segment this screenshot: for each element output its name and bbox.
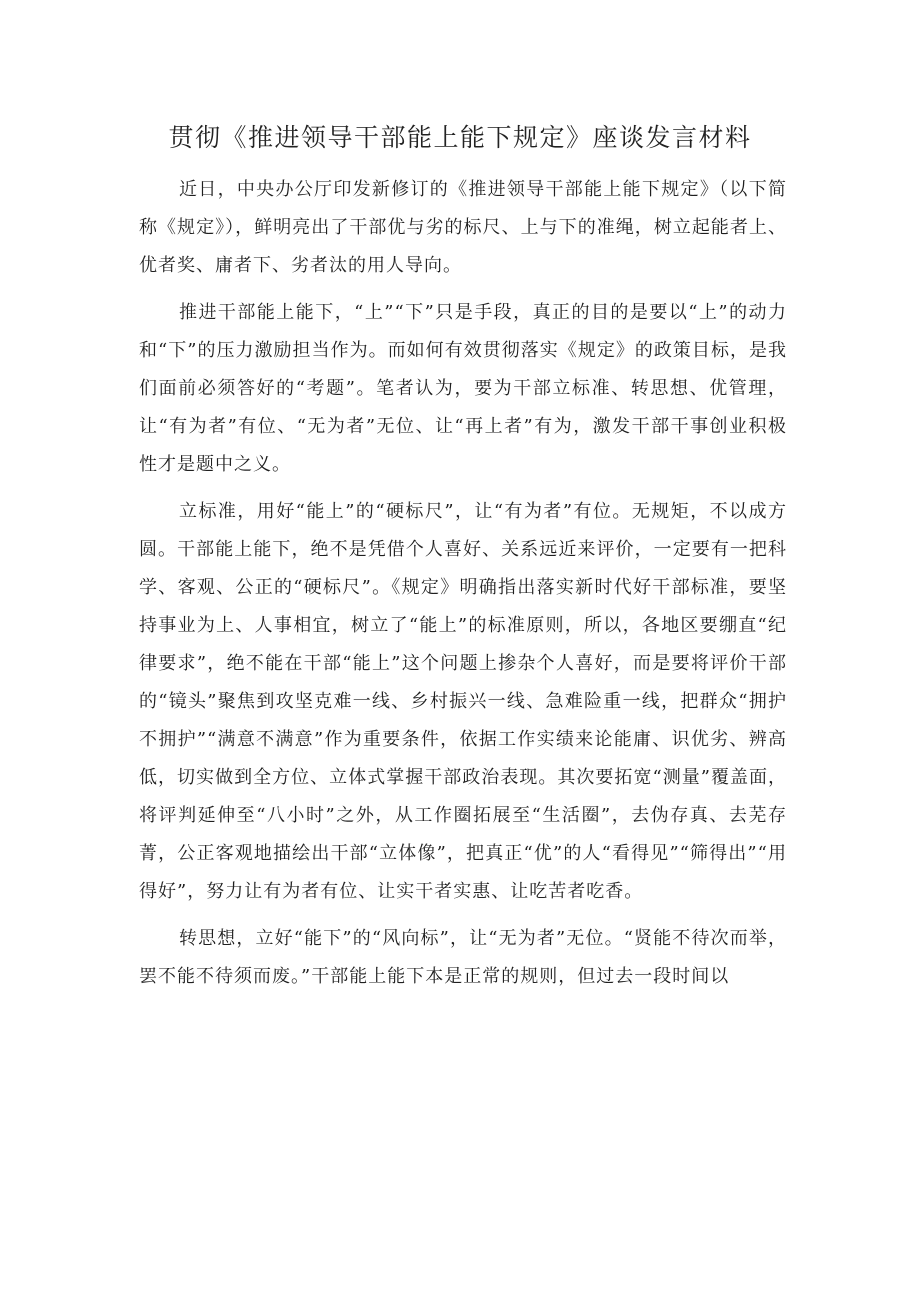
paragraph-2: 推进干部能上能下，“上”“下”只是手段，真正的目的是要以“上”的动力和“下”的压力激励担当作为。而如何有效贯彻落实《规定》的政策目标，是我们面前必须答好的“考题”。笔者认为，要为干部立标准、转思想、优管理，让“有为者”有位、“无为者”无位、让“再上者”有为，激发干部干事创业积极性才是题中之义。 <box>139 302 787 475</box>
document-title: 贯彻《推进领导干部能上能下规定》座谈发言材料 <box>168 123 752 152</box>
paragraph-3: 立标准，用好“能上”的“硬标尺”，让“有为者”有位。无规矩，不以成方圆。干部能上能下，绝不是凭借个人喜好、关系远近来评价，一定要有一把科学、客观、公正的“硬标尺”。《规定》明确指出落实新时代好干部标准，要坚持事业为上、人事相宜，树立了“能上”的标准原则，所以，各地区要绷直“纪律要求”，绝不能在干部“能上”这个问题上掺杂个人喜好，而是要将评价干部的“镜头”聚焦到攻坚克难一线、乡村振兴一线、急难险重一线，把群众“拥护不拥护”“满意不满意”作为重要条件，依据工作实绩来论能庸、识优劣、辨高低，切实做到全方位、立体式掌握干部政治表现。其次要拓宽“测量”覆盖面，将评判延伸至“八小时”之外，从工作圈拓展至“生活圈”，去伪存真、去芜存菁，公正客观地描绘出干部“立体像”，把真正“优”的人“看得见”“筛得出”“用得好”，努力让有为者有位、让实干者实惠、让吃苦者吃香。 <box>139 501 787 902</box>
paragraph-1: 近日，中央办公厅印发新修订的《推进领导干部能上能下规定》（以下简称《规定》），鲜明亮出了干部优与劣的标尺、上与下的准绳，树立起能者上、优者奖、庸者下、劣者汰的用人导向。 <box>139 179 787 276</box>
document-body <box>139 171 787 1005</box>
paragraph-4: 转思想，立好“能下”的“风向标”，让“无为者”无位。“贤能不待次而举，罢不能不待须而废。”干部能上能下本是正常的规则，但过去一段时间以 <box>139 928 787 987</box>
